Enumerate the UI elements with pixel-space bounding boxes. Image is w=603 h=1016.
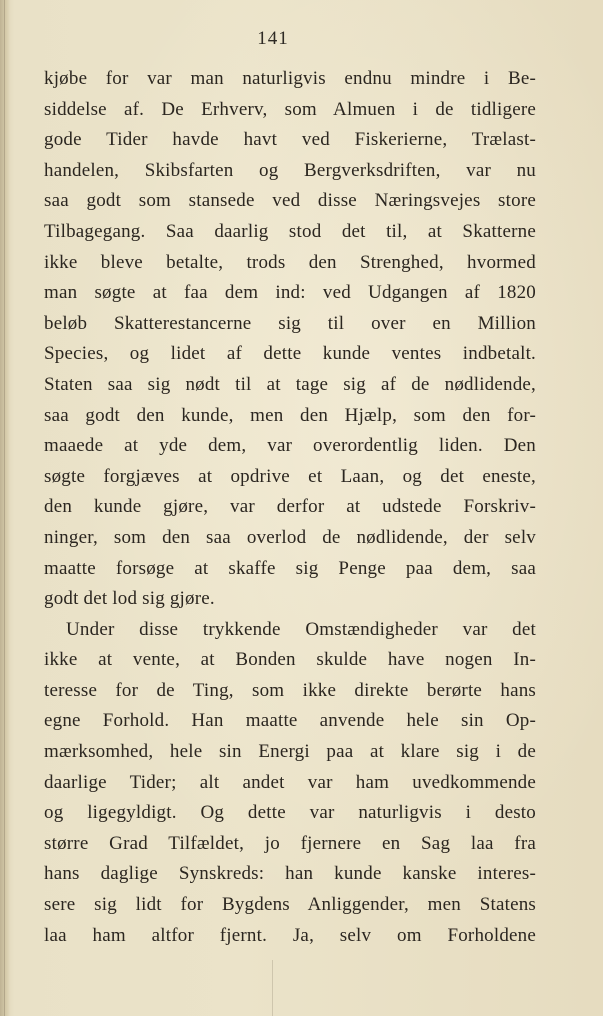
text-line: Species, og lidet af dette kunde ventes indbetalt. bbox=[44, 343, 536, 365]
text-line: saa godt som stansede ved disse Næringsvejes store bbox=[44, 190, 536, 212]
text-line: siddelse af. De Erhverv, som Almuen i de tidligere bbox=[44, 98, 536, 120]
text-line: gode Tider havde havt ved Fiskerierne, Trælast- bbox=[44, 129, 536, 151]
text-line: laa ham altfor fjernt. Ja, selv om Forholdene bbox=[44, 924, 536, 946]
text-line: egne Forhold. Han maatte anvende hele sin Op- bbox=[44, 710, 536, 732]
text-line: handelen, Skibsfarten og Bergverksdriften, var nu bbox=[44, 159, 536, 181]
text-line: søgte forgjæves at opdrive et Laan, og det eneste, bbox=[44, 465, 536, 487]
page-gutter bbox=[0, 0, 10, 1016]
text-line: man søgte at faa dem ind: ved Udgangen af 1820 bbox=[44, 282, 536, 304]
text-line: den kunde gjøre, var derfor at udstede Forskriv- bbox=[44, 496, 536, 518]
text-line: kjøbe for var man naturligvis endnu mindre i Be- bbox=[44, 68, 536, 89]
text-line: saa godt den kunde, men den Hjælp, som den for- bbox=[44, 404, 536, 426]
body-text bbox=[44, 64, 536, 951]
text-line: ikke at vente, at Bonden skulde have nogen In- bbox=[44, 649, 536, 671]
paragraph-start-line: Under disse trykkende Omstændigheder var det bbox=[66, 618, 536, 640]
text-line: Tilbagegang. Saa daarlig stod det til, at Skatterne bbox=[44, 220, 536, 242]
text-line: større Grad Tilfældet, jo fjernere en Sag laa fra bbox=[44, 832, 536, 854]
text-line: sere sig lidt for Bygdens Anliggender, men Statens bbox=[44, 894, 536, 916]
text-line: maaede at yde dem, var overordentlig liden. Den bbox=[44, 435, 536, 457]
gutter-rule bbox=[4, 0, 5, 1016]
text-line: mærksomhed, hele sin Energi paa at klare sig i de bbox=[44, 741, 536, 763]
text-line: maatte forsøge at skaffe sig Penge paa dem, saa bbox=[44, 557, 536, 579]
text-line: beløb Skatterestancerne sig til over en Million bbox=[44, 312, 536, 334]
text-line: ninger, som den saa overlod de nødlidende, der selv bbox=[44, 526, 536, 548]
text-line: hans daglige Synskreds: han kunde kanske interes- bbox=[44, 863, 536, 885]
page-crease bbox=[272, 960, 273, 1016]
text-line: og ligegyldigt. Og dette var naturligvis i desto bbox=[44, 802, 536, 824]
text-line: teresse for de Ting, som ikke direkte berørte hans bbox=[44, 679, 536, 701]
paragraph-end-line: godt det lod sig gjøre. bbox=[44, 588, 215, 610]
page-number: 141 bbox=[257, 28, 289, 49]
text-line: daarlige Tider; alt andet var ham uvedkommende bbox=[44, 771, 536, 793]
text-line: ikke bleve betalte, trods den Strenghed, hvormed bbox=[44, 251, 536, 273]
text-line: Staten saa sig nødt til at tage sig af de nødlidende, bbox=[44, 373, 536, 395]
